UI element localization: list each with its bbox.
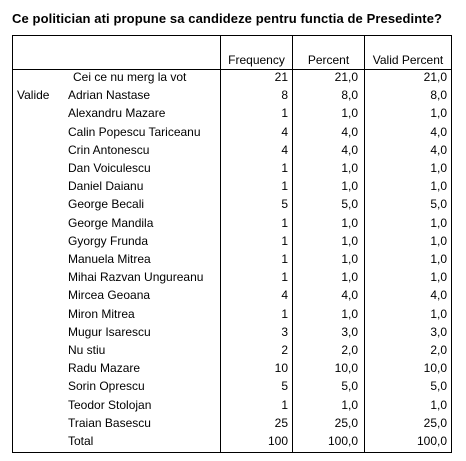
valid-percent-cell: 5,0 xyxy=(430,197,447,211)
frequency-cell: 2 xyxy=(281,343,288,357)
frequency-cell: 3 xyxy=(281,325,288,339)
row-label: Nu stiu xyxy=(68,343,106,357)
frequency-cell: 1 xyxy=(281,398,288,412)
table-title: Ce politician ati propune sa candideze pentru functia de Presedinte? xyxy=(12,11,443,26)
row-label: Calin Popescu Tariceanu xyxy=(68,125,201,139)
frequency-cell: 1 xyxy=(281,179,288,193)
percent-cell: 5,0 xyxy=(341,379,358,393)
percent-cell: 4,0 xyxy=(341,143,358,157)
percent-cell: 1,0 xyxy=(341,252,358,266)
frequency-cell: 10 xyxy=(274,361,288,375)
row-label: Mircea Geoana xyxy=(68,288,151,302)
frequency-cell: 1 xyxy=(281,307,288,321)
percent-cell: 3,0 xyxy=(341,325,358,339)
row-label: Teodor Stolojan xyxy=(68,398,152,412)
percent-cell: 1,0 xyxy=(341,179,358,193)
valid-percent-cell: 1,0 xyxy=(430,161,447,175)
row-label: Dan Voiculescu xyxy=(68,161,151,175)
valid-percent-cell: 25,0 xyxy=(423,416,447,430)
percent-cell: 8,0 xyxy=(341,88,358,102)
valid-percent-cell: 4,0 xyxy=(430,125,447,139)
frequency-cell: 25 xyxy=(274,416,288,430)
percent-cell: 1,0 xyxy=(341,216,358,230)
percent-cell: 4,0 xyxy=(341,125,358,139)
valid-percent-cell: 1,0 xyxy=(430,216,447,230)
percent-cell: 1,0 xyxy=(341,161,358,175)
frequency-cell: 21 xyxy=(274,70,288,84)
percent-cell: 1,0 xyxy=(341,234,358,248)
valid-percent-cell: 2,0 xyxy=(430,343,447,357)
percent-cell: 2,0 xyxy=(341,343,358,357)
frequency-cell: 4 xyxy=(281,143,288,157)
frequency-cell: 100 xyxy=(267,434,288,448)
percent-cell: 21,0 xyxy=(334,70,358,84)
row-label: Traian Basescu xyxy=(68,416,151,430)
valid-percent-cell: 1,0 xyxy=(430,307,447,321)
valid-percent-cell: 1,0 xyxy=(430,270,447,284)
row-label: Adrian Nastase xyxy=(68,88,151,102)
valid-percent-cell: 8,0 xyxy=(430,88,447,102)
valid-percent-cell: 1,0 xyxy=(430,398,447,412)
valid-percent-cell: 10,0 xyxy=(423,361,447,375)
valid-percent-cell: 100,0 xyxy=(416,434,447,448)
frequency-cell: 1 xyxy=(281,161,288,175)
valid-percent-cell: 1,0 xyxy=(430,179,447,193)
column-divider xyxy=(364,35,365,453)
row-label: Alexandru Mazare xyxy=(68,106,166,120)
header-percent: Percent xyxy=(307,53,350,67)
percent-cell: 1,0 xyxy=(341,270,358,284)
frequency-cell: 4 xyxy=(281,125,288,139)
frequency-cell: 1 xyxy=(281,234,288,248)
valid-percent-cell: 4,0 xyxy=(430,288,447,302)
percent-cell: 100,0 xyxy=(327,434,358,448)
percent-cell: 1,0 xyxy=(341,307,358,321)
row-label: Gyorgy Frunda xyxy=(68,234,149,248)
percent-cell: 10,0 xyxy=(334,361,358,375)
valid-percent-cell: 5,0 xyxy=(430,379,447,393)
frequency-cell: 1 xyxy=(281,106,288,120)
row-label: George Becali xyxy=(68,197,145,211)
row-label: Total xyxy=(68,434,94,448)
frequency-cell: 4 xyxy=(281,288,288,302)
row-label: George Mandila xyxy=(68,216,154,230)
frequency-cell: 1 xyxy=(281,270,288,284)
frequency-cell: 1 xyxy=(281,216,288,230)
percent-cell: 1,0 xyxy=(341,398,358,412)
row-label: Sorin Oprescu xyxy=(68,379,145,393)
valid-percent-cell: 3,0 xyxy=(430,325,447,339)
percent-cell: 25,0 xyxy=(334,416,358,430)
row-label: Mugur Isarescu xyxy=(68,325,151,339)
percent-cell: 1,0 xyxy=(341,106,358,120)
row-label: Crin Antonescu xyxy=(68,143,150,157)
row-label: Mihai Razvan Ungureanu xyxy=(68,270,204,284)
valid-percent-cell: 1,0 xyxy=(430,234,447,248)
row-label: Daniel Daianu xyxy=(68,179,144,193)
frequency-cell: 5 xyxy=(281,379,288,393)
row-label: Radu Mazare xyxy=(68,361,141,375)
row-label: Miron Mitrea xyxy=(68,307,135,321)
header-frequency: Frequency xyxy=(228,53,285,67)
frequency-cell: 8 xyxy=(281,88,288,102)
header-valid-percent: Valid Percent xyxy=(372,53,444,67)
row-label: Cei ce nu merg la vot xyxy=(73,70,187,84)
valid-percent-cell: 4,0 xyxy=(430,143,447,157)
valid-percent-cell: 21,0 xyxy=(423,70,447,84)
row-label: Manuela Mitrea xyxy=(68,252,151,266)
percent-cell: 4,0 xyxy=(341,288,358,302)
percent-cell: 5,0 xyxy=(341,197,358,211)
valid-percent-cell: 1,0 xyxy=(430,252,447,266)
column-divider xyxy=(292,35,293,453)
valid-percent-cell: 1,0 xyxy=(430,106,447,120)
group-label-valide: Valide xyxy=(17,88,50,102)
frequency-cell: 5 xyxy=(281,197,288,211)
column-divider xyxy=(220,35,221,453)
frequency-cell: 1 xyxy=(281,252,288,266)
